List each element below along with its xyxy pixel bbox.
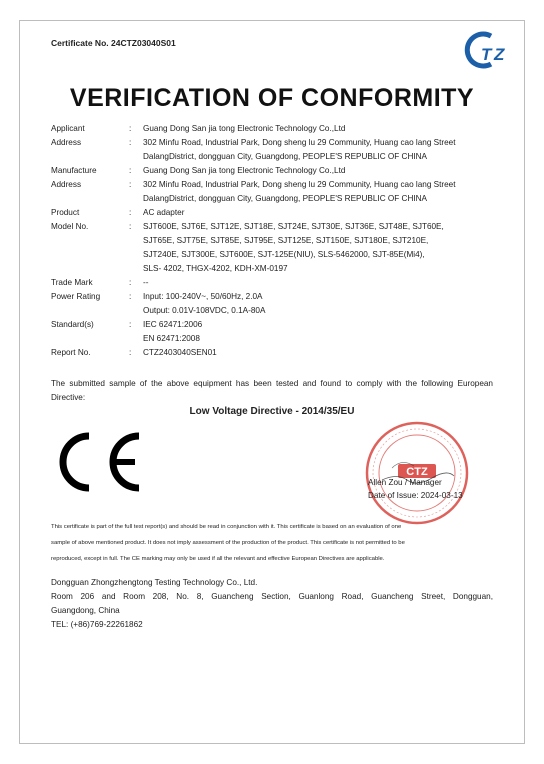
standards-label: Standard(s)	[51, 320, 94, 329]
certificate-number: Certificate No. 24CTZ03040S01	[51, 38, 176, 48]
report-no-row	[51, 346, 501, 360]
address-line: DalangDistrict, dongguan City, Guangdong, PEOPLE'S REPUBLIC OF CHINA	[143, 194, 428, 203]
applicant-address-label: Address	[51, 138, 82, 147]
submitted-statement: The submitted sample of the above equipment has been tested and found to comply with the following European Directive:	[51, 379, 493, 402]
model-no-label: Model No.	[51, 222, 89, 231]
report-no-label: Report No.	[51, 348, 91, 357]
date-of-issue: Date of Issue: 2024-03-13	[368, 491, 463, 500]
fine-print-line: sample of above mentioned product. It does not imply assessment of the production of the product. This certificate is not permitted to be	[51, 540, 405, 546]
colon: :	[129, 180, 132, 189]
directive-title: Low Voltage Directive - 2014/35/EU	[189, 406, 355, 417]
power-rating-label: Power Rating	[51, 292, 101, 301]
colon: :	[129, 124, 132, 133]
standards-value	[143, 318, 501, 346]
applicant-row	[51, 122, 501, 136]
applicant-value: Guang Dong San jia tong Electronic Technology Co.,Ltd	[143, 124, 346, 133]
page-title: VERIFICATION OF CONFORMITY	[69, 84, 475, 112]
model-line: SJT600E, SJT6E, SJT12E, SJT18E, SJT24E, SJT30E, SJT36E, SJT48E, SJT60E,	[143, 222, 444, 231]
colon: :	[129, 348, 132, 357]
stamp-label: CTZ	[406, 466, 428, 478]
svg-text:Z: Z	[494, 45, 505, 64]
trade-mark-value: --	[143, 278, 149, 287]
report-no-value: CTZ2403040SEN01	[143, 348, 217, 357]
ce-mark-icon	[55, 428, 145, 496]
product-row	[51, 206, 501, 220]
manufacturer-address-value	[143, 178, 501, 206]
manufacturer-label: Manufacture	[51, 166, 97, 175]
issuer-name: Dongguan Zhongzhengtong Testing Technology Co., Ltd.	[51, 578, 258, 587]
manufacturer-address-row	[51, 178, 501, 206]
standard-line: IEC 62471:2006	[143, 320, 203, 329]
fine-print-line: reproduced, except in full. The CE marking may only be used if all the relevant and effective European Directives are applicable.	[51, 556, 385, 562]
issuer-address-line: Guangdong, China	[51, 606, 120, 615]
colon: :	[129, 292, 132, 301]
ctz-logo	[463, 30, 511, 70]
power-rating-value	[143, 290, 501, 318]
issuer-address-line: Room 206 and Room 208, No. 8, Guancheng Section, Guanlong Road, Guancheng Street, Dongguan,	[51, 592, 493, 601]
applicant-address-row	[51, 136, 501, 164]
power-input: Input: 100-240V~, 50/60Hz, 2.0A	[143, 292, 263, 301]
model-line: SJT240E, SJT300E, SJT600E, SJT-125E(NIU), SLS-5462000, SJT-85E(Mi4),	[143, 250, 425, 259]
company-seal	[362, 418, 472, 528]
colon: :	[129, 222, 132, 231]
product-label: Product	[51, 208, 80, 217]
issuer-tel: TEL: (+86)769-22261862	[51, 620, 143, 629]
svg-text:T: T	[481, 45, 492, 64]
power-rating-row	[51, 290, 501, 318]
fine-print	[51, 519, 495, 567]
model-no-row	[51, 220, 501, 276]
product-value: AC adapter	[143, 208, 185, 217]
standards-row	[51, 318, 501, 346]
colon: :	[129, 166, 132, 175]
address-line: DalangDistrict, dongguan City, Guangdong, PEOPLE'S REPUBLIC OF CHINA	[143, 152, 428, 161]
issuer-block	[51, 576, 493, 632]
applicant-label: Applicant	[51, 124, 85, 133]
power-output: Output: 0.01V-108VDC, 0.1A-80A	[143, 306, 266, 315]
signatory-name: Allen Zou / Manager	[368, 478, 442, 487]
model-no-value	[143, 220, 501, 276]
address-line: 302 Minfu Road, Industrial Park, Dong sheng lu 29 Community, Huang cao lang Street	[143, 180, 456, 189]
address-line: 302 Minfu Road, Industrial Park, Dong sheng lu 29 Community, Huang cao lang Street	[143, 138, 456, 147]
manufacturer-row	[51, 164, 501, 178]
colon: :	[129, 208, 132, 217]
model-line: SJT65E, SJT75E, SJT85E, SJT95E, SJT125E, SJT150E, SJT180E, SJT210E,	[143, 236, 429, 245]
model-line: SLS- 4202, THGX-4202, KDH-XM-0197	[143, 264, 288, 273]
standard-line: EN 62471:2008	[143, 334, 200, 343]
colon: :	[129, 138, 132, 147]
manufacturer-address-label: Address	[51, 180, 82, 189]
applicant-address-value	[143, 136, 501, 164]
trade-mark-row	[51, 276, 501, 290]
trade-mark-label: Trade Mark	[51, 278, 93, 287]
colon: :	[129, 278, 132, 287]
certificate-fields	[51, 122, 501, 360]
fine-print-line: This certificate is part of the full test report(s) and should be read in conjunction with it. This certificate is based on an evaluation of one	[51, 524, 402, 530]
colon: :	[129, 320, 132, 329]
manufacturer-value: Guang Dong San jia tong Electronic Technology Co.,Ltd	[143, 166, 346, 175]
